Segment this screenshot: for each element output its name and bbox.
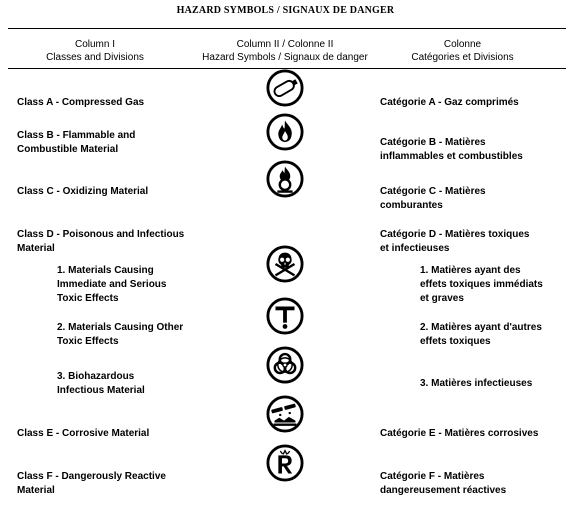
class-b-french: [380, 136, 523, 164]
division-d1-english-line-3: Toxic Effects: [57, 293, 119, 304]
division-d3-english-line-1: 3. Biohazardous: [57, 371, 135, 382]
class-e-french-line-1: Catégorie E - Matières corrosives: [380, 428, 539, 439]
biohazard-icon: [266, 346, 304, 384]
division-d3-french: [420, 377, 532, 391]
reactive-icon: [266, 444, 304, 482]
division-d1-english-line-1: 1. Materials Causing: [57, 265, 154, 276]
class-c-french-line-1: Catégorie C - Matières: [380, 186, 486, 197]
header-column-1: [15, 38, 175, 64]
class-a-french: [380, 96, 519, 110]
header-column-2-line-1: Column II / Colonne II: [236, 39, 334, 50]
header-column-2-line-2: Hazard Symbols / Signaux de danger: [202, 52, 368, 63]
class-f-english: [17, 470, 166, 498]
class-e-english: [17, 427, 149, 441]
division-d2-english-line-2: Toxic Effects: [57, 336, 119, 347]
class-a-english: [17, 96, 144, 110]
division-d1-french-line-1: 1. Matières ayant des: [420, 265, 521, 276]
division-d1-english: [57, 264, 166, 306]
class-d-french: [380, 228, 529, 256]
division-d3-english-line-2: Infectious Material: [57, 385, 145, 396]
class-f-french-line-1: Catégorie F - Matières: [380, 471, 485, 482]
class-d-english-line-2: Material: [17, 243, 55, 254]
flame-icon: [266, 113, 304, 151]
class-a-french-line-1: Catégorie A - Gaz comprimés: [380, 97, 519, 108]
header-column-3-line-2: Catégories et Divisions: [411, 52, 514, 63]
class-f-english-line-1: Class F - Dangerously Reactive: [17, 471, 166, 482]
division-d1-french-line-3: et graves: [420, 293, 464, 304]
class-b-french-line-1: Catégorie B - Matières: [380, 137, 486, 148]
class-f-english-line-2: Material: [17, 485, 55, 496]
division-d2-english: [57, 321, 183, 349]
page-title: HAZARD SYMBOLS / SIGNAUX DE DANGER: [176, 5, 395, 16]
gas-cylinder-icon: [266, 69, 304, 107]
class-e-english-line-1: Class E - Corrosive Material: [17, 428, 150, 439]
division-d2-french: [420, 321, 542, 349]
class-d-english: [17, 228, 184, 256]
header-column-3: [380, 38, 545, 64]
division-d2-english-line-1: 2. Materials Causing Other: [57, 322, 184, 333]
flame-over-circle-icon: [266, 160, 304, 198]
class-c-english: [17, 185, 148, 199]
division-d3-english: [57, 370, 145, 398]
header-top-rule: [8, 28, 566, 29]
class-f-french: [380, 470, 506, 498]
division-d2-french-line-1: 2. Matières ayant d'autres: [420, 322, 542, 333]
class-b-french-line-2: inflammables et combustibles: [380, 151, 523, 162]
class-c-english-line-1: Class C - Oxidizing Material: [17, 186, 149, 197]
class-c-french: [380, 185, 486, 213]
class-d-french-line-2: et infectieuses: [380, 243, 450, 254]
class-f-french-line-2: dangereusement réactives: [380, 485, 507, 496]
class-d-french-line-1: Catégorie D - Matières toxiques: [380, 229, 530, 240]
class-a-english-line-1: Class A - Compressed Gas: [17, 97, 145, 108]
division-d1-english-line-2: Immediate and Serious: [57, 279, 167, 290]
division-d1-french: [420, 264, 543, 306]
class-b-english: [17, 129, 135, 157]
division-d1-french-line-2: effets toxiques immédiats: [420, 279, 543, 290]
class-e-french: [380, 427, 538, 441]
class-b-english-line-2: Combustible Material: [17, 144, 119, 155]
header-column-2: [185, 38, 385, 64]
division-d3-french-line-1: 3. Matières infectieuses: [420, 378, 533, 389]
division-d2-french-line-2: effets toxiques: [420, 336, 491, 347]
header-column-3-line-1: Colonne: [443, 39, 482, 50]
header-column-1-line-2: Classes and Divisions: [46, 52, 144, 63]
corrosive-icon: [266, 395, 304, 433]
toxic-t-icon: [266, 297, 304, 335]
header-column-1-line-1: Column I: [74, 39, 115, 50]
skull-crossbones-icon: [266, 245, 304, 283]
class-c-french-line-2: comburantes: [380, 200, 443, 211]
class-b-english-line-1: Class B - Flammable and: [17, 130, 136, 141]
class-d-english-line-1: Class D - Poisonous and Infectious: [17, 229, 185, 240]
